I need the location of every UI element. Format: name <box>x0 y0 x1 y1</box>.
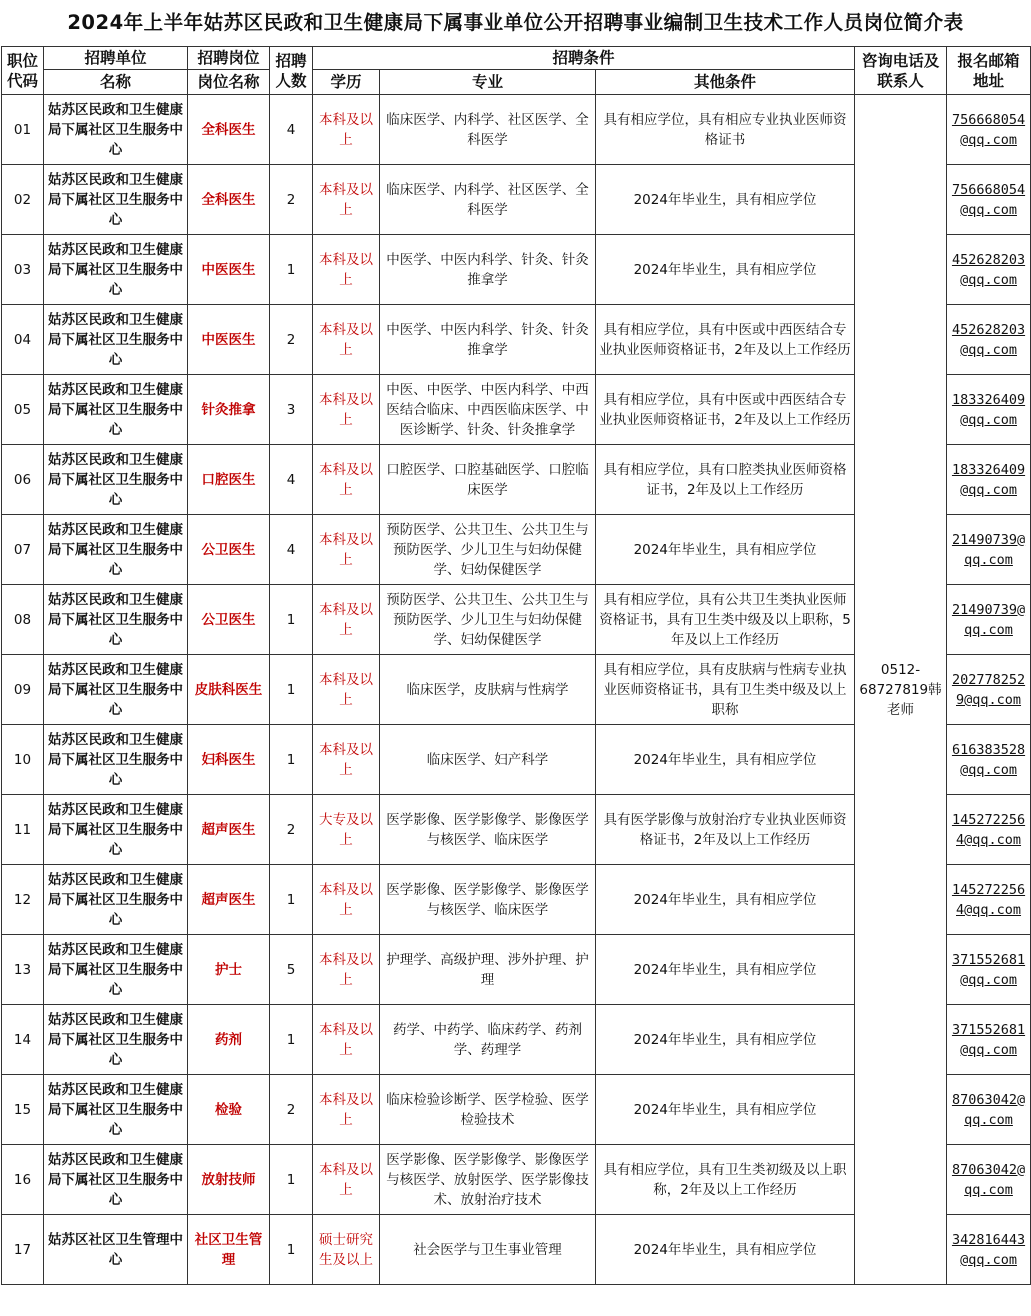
headcount-cell: 1 <box>270 1145 313 1215</box>
header-code: 职位代码 <box>2 47 44 95</box>
position-code-cell: 07 <box>2 515 44 585</box>
education-cell: 本科及以上 <box>313 165 380 235</box>
education-cell: 本科及以上 <box>313 1005 380 1075</box>
other-conditions-cell: 具有相应学位，具有卫生类初级及以上职称，2年及以上工作经历 <box>596 1145 855 1215</box>
major-cell: 护理学、高级护理、涉外护理、护理 <box>380 935 596 1005</box>
major-cell: 临床医学、内科学、社区医学、全科医学 <box>380 95 596 165</box>
email-link[interactable]: 452628203@qq.com <box>951 251 1026 288</box>
position-name-cell: 中医医生 <box>188 305 270 375</box>
unit-name-cell: 姑苏区民政和卫生健康局下属社区卫生服务中心 <box>44 165 188 235</box>
position-code-cell: 09 <box>2 655 44 725</box>
position-code-cell: 10 <box>2 725 44 795</box>
header-conditions: 招聘条件 <box>313 47 855 70</box>
position-code-cell: 14 <box>2 1005 44 1075</box>
email-link[interactable]: 452628203@qq.com <box>951 321 1026 358</box>
email-link[interactable]: 183326409@qq.com <box>951 461 1026 498</box>
email-cell <box>947 585 1031 655</box>
headcount-cell: 2 <box>270 1075 313 1145</box>
email-cell <box>947 1075 1031 1145</box>
position-code-cell: 11 <box>2 795 44 865</box>
major-cell: 中医、中医学、中医内科学、中西医结合临床、中西医临床医学、中医诊断学、针灸、针灸推拿学 <box>380 375 596 445</box>
email-link[interactable]: 87063042@qq.com <box>951 1161 1026 1198</box>
headcount-cell: 2 <box>270 795 313 865</box>
position-name-cell: 社区卫生管理 <box>188 1215 270 1285</box>
email-cell <box>947 235 1031 305</box>
education-cell: 本科及以上 <box>313 725 380 795</box>
position-code-cell: 02 <box>2 165 44 235</box>
unit-name-cell: 姑苏区民政和卫生健康局下属社区卫生服务中心 <box>44 865 188 935</box>
email-link[interactable]: 756668054@qq.com <box>951 111 1026 148</box>
unit-name-cell: 姑苏区民政和卫生健康局下属社区卫生服务中心 <box>44 95 188 165</box>
email-link[interactable]: 342816443@qq.com <box>951 1231 1026 1268</box>
education-cell: 本科及以上 <box>313 865 380 935</box>
unit-name-cell: 姑苏区民政和卫生健康局下属社区卫生服务中心 <box>44 585 188 655</box>
position-name-cell: 公卫医生 <box>188 515 270 585</box>
position-code-cell: 13 <box>2 935 44 1005</box>
headcount-cell: 5 <box>270 935 313 1005</box>
headcount-cell: 4 <box>270 515 313 585</box>
contact-cell: 0512-68727819韩老师 <box>855 95 947 1285</box>
headcount-cell: 2 <box>270 165 313 235</box>
other-conditions-cell: 2024年毕业生，具有相应学位 <box>596 515 855 585</box>
header-email: 报名邮箱地址 <box>947 47 1031 95</box>
major-cell: 医学影像、医学影像学、影像医学与核医学、临床医学 <box>380 865 596 935</box>
position-code-cell: 06 <box>2 445 44 515</box>
headcount-cell: 1 <box>270 655 313 725</box>
header-count: 招聘人数 <box>270 47 313 95</box>
email-link[interactable]: 2027782529@qq.com <box>951 671 1026 708</box>
headcount-cell: 3 <box>270 375 313 445</box>
unit-name-cell: 姑苏区民政和卫生健康局下属社区卫生服务中心 <box>44 445 188 515</box>
position-name-cell: 全科医生 <box>188 95 270 165</box>
table-row <box>2 95 1031 165</box>
position-name-cell: 公卫医生 <box>188 585 270 655</box>
education-cell: 大专及以上 <box>313 795 380 865</box>
position-code-cell: 12 <box>2 865 44 935</box>
position-name-cell: 针灸推拿 <box>188 375 270 445</box>
position-name-cell: 皮肤科医生 <box>188 655 270 725</box>
major-cell: 医学影像、医学影像学、影像医学与核医学、放射医学、医学影像技术、放射治疗技术 <box>380 1145 596 1215</box>
position-name-cell: 超声医生 <box>188 865 270 935</box>
position-name-cell: 超声医生 <box>188 795 270 865</box>
page-title: 2024年上半年姑苏区民政和卫生健康局下属事业单位公开招聘事业编制卫生技术工作人员岗位简介表 <box>67 11 964 34</box>
education-cell: 本科及以上 <box>313 235 380 305</box>
position-code-cell: 03 <box>2 235 44 305</box>
major-cell: 临床医学，皮肤病与性病学 <box>380 655 596 725</box>
other-conditions-cell: 2024年毕业生，具有相应学位 <box>596 725 855 795</box>
email-cell <box>947 305 1031 375</box>
other-conditions-cell: 2024年毕业生，具有相应学位 <box>596 935 855 1005</box>
email-cell <box>947 515 1031 585</box>
other-conditions-cell: 2024年毕业生，具有相应学位 <box>596 235 855 305</box>
position-code-cell: 16 <box>2 1145 44 1215</box>
header-other: 其他条件 <box>596 70 855 95</box>
other-conditions-cell: 2024年毕业生，具有相应学位 <box>596 165 855 235</box>
unit-name-cell: 姑苏区民政和卫生健康局下属社区卫生服务中心 <box>44 305 188 375</box>
headcount-cell: 2 <box>270 305 313 375</box>
education-cell: 本科及以上 <box>313 375 380 445</box>
unit-name-cell: 姑苏区民政和卫生健康局下属社区卫生服务中心 <box>44 655 188 725</box>
position-name-cell: 检验 <box>188 1075 270 1145</box>
position-name-cell: 药剂 <box>188 1005 270 1075</box>
email-cell <box>947 725 1031 795</box>
education-cell: 本科及以上 <box>313 515 380 585</box>
header-major: 专业 <box>380 70 596 95</box>
unit-name-cell: 姑苏区民政和卫生健康局下属社区卫生服务中心 <box>44 235 188 305</box>
major-cell: 口腔医学、口腔基础医学、口腔临床医学 <box>380 445 596 515</box>
email-cell <box>947 165 1031 235</box>
position-code-cell: 08 <box>2 585 44 655</box>
email-cell <box>947 655 1031 725</box>
major-cell: 预防医学、公共卫生、公共卫生与预防医学、少儿卫生与妇幼保健学、妇幼保健医学 <box>380 585 596 655</box>
email-link[interactable]: 371552681@qq.com <box>951 1021 1026 1058</box>
position-code-cell: 17 <box>2 1215 44 1285</box>
headcount-cell: 1 <box>270 1215 313 1285</box>
header-unit-top: 招聘单位 <box>44 47 188 70</box>
education-cell: 本科及以上 <box>313 585 380 655</box>
education-cell: 本科及以上 <box>313 935 380 1005</box>
email-cell <box>947 445 1031 515</box>
position-code-cell: 01 <box>2 95 44 165</box>
education-cell: 本科及以上 <box>313 305 380 375</box>
major-cell: 临床检验诊断学、医学检验、医学检验技术 <box>380 1075 596 1145</box>
header-education: 学历 <box>313 70 380 95</box>
email-cell <box>947 865 1031 935</box>
email-link[interactable]: 1452722564@qq.com <box>951 811 1026 848</box>
other-conditions-cell: 2024年毕业生，具有相应学位 <box>596 865 855 935</box>
email-cell <box>947 935 1031 1005</box>
major-cell: 临床医学、内科学、社区医学、全科医学 <box>380 165 596 235</box>
education-cell: 硕士研究生及以上 <box>313 1215 380 1285</box>
header-unit-bottom: 名称 <box>44 70 188 95</box>
email-link[interactable]: 87063042@qq.com <box>951 1091 1026 1128</box>
unit-name-cell: 姑苏区民政和卫生健康局下属社区卫生服务中心 <box>44 1005 188 1075</box>
email-link[interactable]: 371552681@qq.com <box>951 951 1026 988</box>
other-conditions-cell: 具有相应学位，具有相应专业执业医师资格证书 <box>596 95 855 165</box>
other-conditions-cell: 具有相应学位，具有公共卫生类执业医师资格证书，具有卫生类中级及以上职称，5年及以上工作经历 <box>596 585 855 655</box>
major-cell: 中医学、中医内科学、针灸、针灸推拿学 <box>380 235 596 305</box>
unit-name-cell: 姑苏区民政和卫生健康局下属社区卫生服务中心 <box>44 935 188 1005</box>
header-position-top: 招聘岗位 <box>188 47 270 70</box>
other-conditions-cell: 2024年毕业生，具有相应学位 <box>596 1075 855 1145</box>
headcount-cell: 1 <box>270 725 313 795</box>
major-cell: 药学、中药学、临床药学、药剂学、药理学 <box>380 1005 596 1075</box>
other-conditions-cell: 具有相应学位，具有中医或中西医结合专业执业医师资格证书，2年及以上工作经历 <box>596 375 855 445</box>
email-cell <box>947 1145 1031 1215</box>
major-cell: 医学影像、医学影像学、影像医学与核医学、临床医学 <box>380 795 596 865</box>
email-cell <box>947 375 1031 445</box>
position-name-cell: 护士 <box>188 935 270 1005</box>
header-contact: 咨询电话及联系人 <box>855 47 947 95</box>
other-conditions-cell: 具有医学影像与放射治疗专业执业医师资格证书，2年及以上工作经历 <box>596 795 855 865</box>
email-cell <box>947 1005 1031 1075</box>
major-cell: 预防医学、公共卫生、公共卫生与预防医学、少儿卫生与妇幼保健学、妇幼保健医学 <box>380 515 596 585</box>
major-cell: 社会医学与卫生事业管理 <box>380 1215 596 1285</box>
email-link[interactable]: 183326409@qq.com <box>951 391 1026 428</box>
unit-name-cell: 姑苏区民政和卫生健康局下属社区卫生服务中心 <box>44 375 188 445</box>
education-cell: 本科及以上 <box>313 445 380 515</box>
table-body <box>2 95 1031 1285</box>
email-cell <box>947 95 1031 165</box>
headcount-cell: 4 <box>270 95 313 165</box>
unit-name-cell: 姑苏区社区卫生管理中心 <box>44 1215 188 1285</box>
education-cell: 本科及以上 <box>313 655 380 725</box>
other-conditions-cell: 2024年毕业生，具有相应学位 <box>596 1005 855 1075</box>
major-cell: 临床医学、妇产科学 <box>380 725 596 795</box>
email-cell <box>947 795 1031 865</box>
unit-name-cell: 姑苏区民政和卫生健康局下属社区卫生服务中心 <box>44 1145 188 1215</box>
email-link[interactable]: 21490739@qq.com <box>951 601 1026 638</box>
email-link[interactable]: 21490739@qq.com <box>951 531 1026 568</box>
position-name-cell: 放射技师 <box>188 1145 270 1215</box>
unit-name-cell: 姑苏区民政和卫生健康局下属社区卫生服务中心 <box>44 515 188 585</box>
other-conditions-cell: 具有相应学位，具有口腔类执业医师资格证书，2年及以上工作经历 <box>596 445 855 515</box>
email-link[interactable]: 616383528@qq.com <box>951 741 1026 778</box>
position-name-cell: 口腔医生 <box>188 445 270 515</box>
email-link[interactable]: 756668054@qq.com <box>951 181 1026 218</box>
positions-table <box>1 46 1031 1285</box>
major-cell: 中医学、中医内科学、针灸、针灸推拿学 <box>380 305 596 375</box>
position-code-cell: 15 <box>2 1075 44 1145</box>
position-name-cell: 中医医生 <box>188 235 270 305</box>
other-conditions-cell: 具有相应学位，具有皮肤病与性病专业执业医师资格证书，具有卫生类中级及以上职称 <box>596 655 855 725</box>
email-link[interactable]: 1452722564@qq.com <box>951 881 1026 918</box>
headcount-cell: 1 <box>270 235 313 305</box>
position-name-cell: 全科医生 <box>188 165 270 235</box>
other-conditions-cell: 具有相应学位，具有中医或中西医结合专业执业医师资格证书，2年及以上工作经历 <box>596 305 855 375</box>
unit-name-cell: 姑苏区民政和卫生健康局下属社区卫生服务中心 <box>44 1075 188 1145</box>
headcount-cell: 4 <box>270 445 313 515</box>
education-cell: 本科及以上 <box>313 95 380 165</box>
headcount-cell: 1 <box>270 1005 313 1075</box>
headcount-cell: 1 <box>270 585 313 655</box>
position-name-cell: 妇科医生 <box>188 725 270 795</box>
education-cell: 本科及以上 <box>313 1145 380 1215</box>
email-cell <box>947 1215 1031 1285</box>
unit-name-cell: 姑苏区民政和卫生健康局下属社区卫生服务中心 <box>44 795 188 865</box>
education-cell: 本科及以上 <box>313 1075 380 1145</box>
header-position-bottom: 岗位名称 <box>188 70 270 95</box>
unit-name-cell: 姑苏区民政和卫生健康局下属社区卫生服务中心 <box>44 725 188 795</box>
position-code-cell: 05 <box>2 375 44 445</box>
headcount-cell: 1 <box>270 865 313 935</box>
other-conditions-cell: 2024年毕业生，具有相应学位 <box>596 1215 855 1285</box>
position-code-cell: 04 <box>2 305 44 375</box>
